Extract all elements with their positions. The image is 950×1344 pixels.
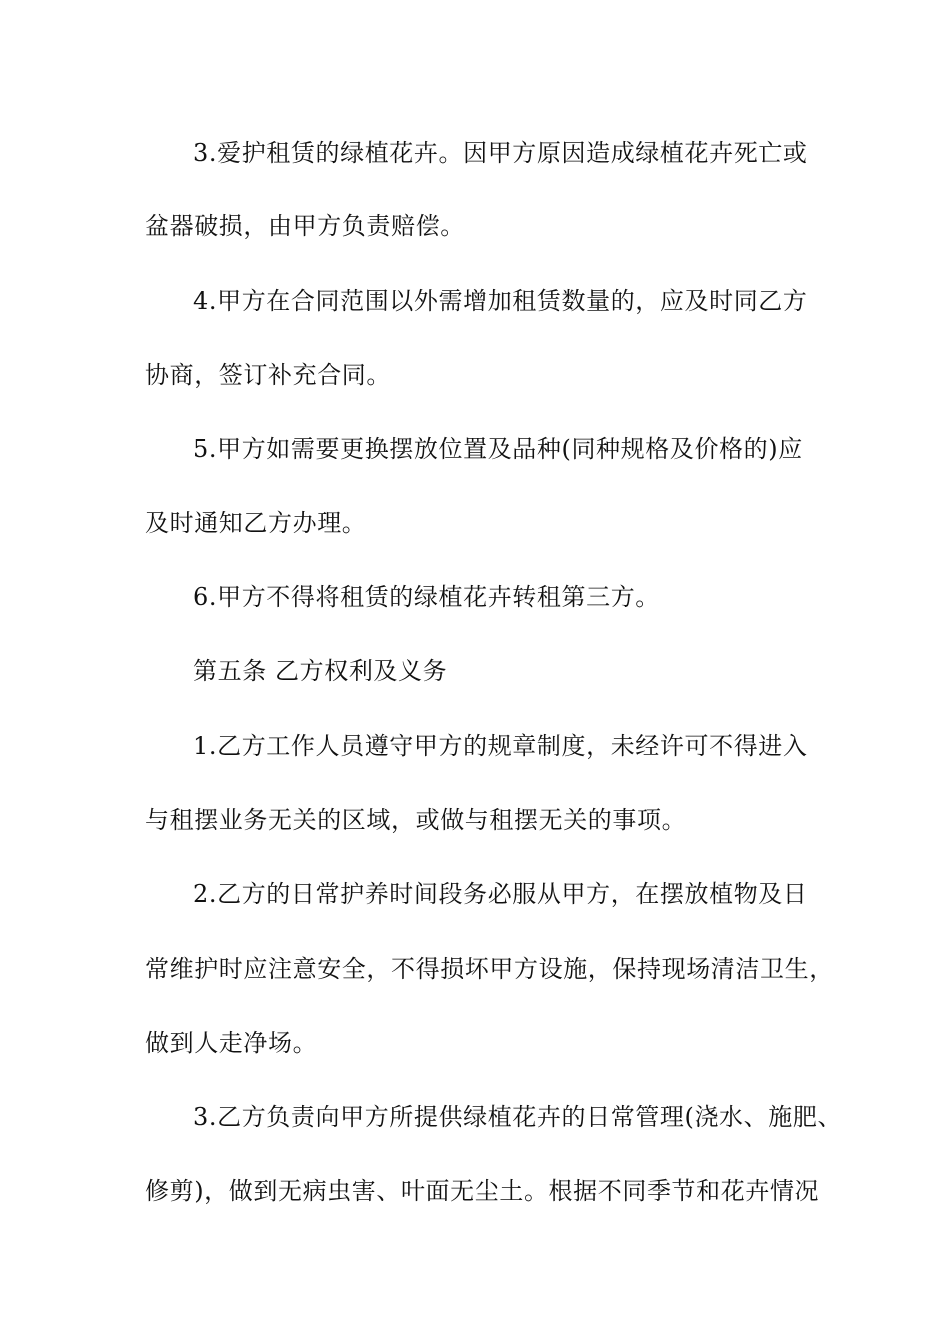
paragraph-line: 修剪)，做到无病虫害、叶面无尘土。根据不同季节和花卉情况 bbox=[145, 1177, 820, 1205]
paragraph-line: 盆器破损，由甲方负责赔偿。 bbox=[145, 212, 465, 240]
paragraph-line: 1.乙方工作人员遵守甲方的规章制度，未经许可不得进入 bbox=[193, 732, 808, 760]
paragraph-line: 及时通知乙方办理。 bbox=[145, 509, 367, 537]
paragraph-line: 与租摆业务无关的区域，或做与租摆无关的事项。 bbox=[145, 806, 687, 834]
paragraph-line: 3.爱护租赁的绿植花卉。因甲方原因造成绿植花卉死亡或 bbox=[193, 139, 808, 167]
paragraph-line: 协商，签订补充合同。 bbox=[145, 361, 391, 389]
paragraph-line: 5.甲方如需要更换摆放位置及品种(同种规格及价格的)应 bbox=[193, 435, 803, 463]
paragraph-line: 3.乙方负责向甲方所提供绿植花卉的日常管理(浇水、施肥、 bbox=[193, 1103, 843, 1131]
paragraph-line: 4.甲方在合同范围以外需增加租赁数量的，应及时同乙方 bbox=[193, 287, 808, 315]
paragraph-line: 2.乙方的日常护养时间段务必服从甲方，在摆放植物及日 bbox=[193, 880, 808, 908]
section-heading: 第五条 乙方权利及义务 bbox=[193, 657, 448, 685]
paragraph-line: 常维护时应注意安全，不得损坏甲方设施，保持现场清洁卫生， bbox=[145, 955, 834, 983]
paragraph-line: 做到人走净场。 bbox=[145, 1029, 318, 1057]
paragraph-line: 6.甲方不得将租赁的绿植花卉转租第三方。 bbox=[193, 583, 660, 611]
